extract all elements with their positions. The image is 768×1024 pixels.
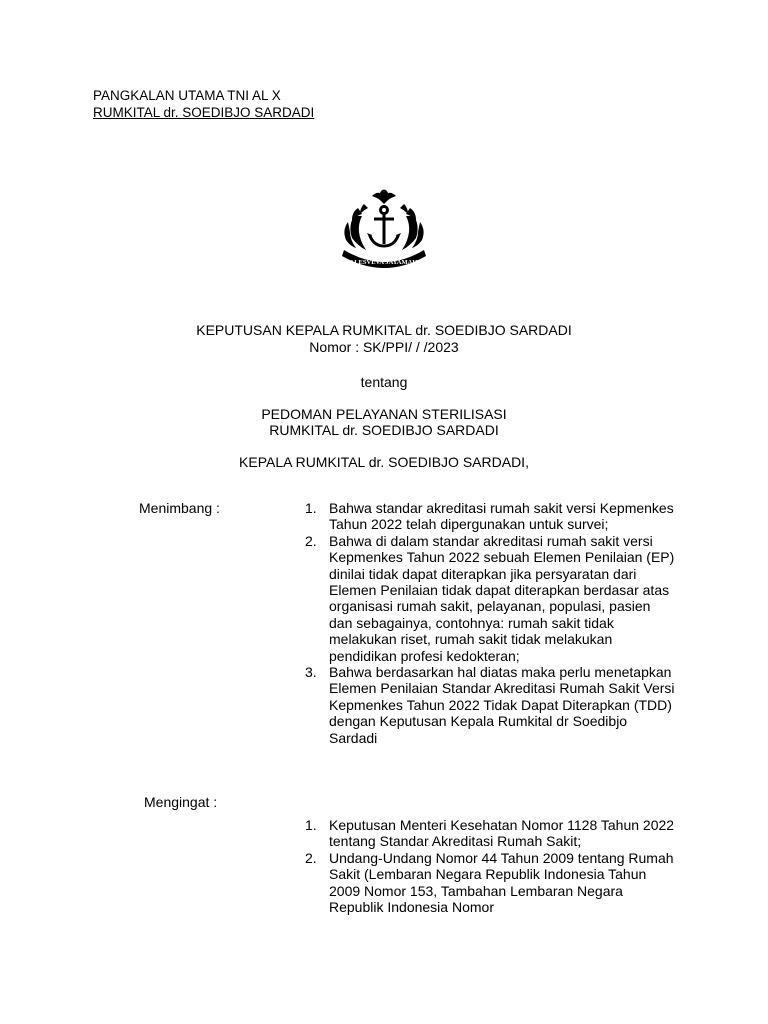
list-number: 2. (305, 849, 317, 866)
list-text: Undang-Undang Nomor 44 Tahun 2009 tentang Rumah Sakit (Lembaran Negara Republik Indonesia Tahun 2009 Nomor 153, Tambahan Lembaran Negara Republik Indonesia Nomor (329, 849, 674, 916)
list-number: 3. (305, 664, 317, 681)
list-text: Bahwa berdasarkan hal diatas maka perlu menetapkan Elemen Penilaian Standar Akreditasi Rumah Sakit Versi Kepmenkes Tahun 2022 Tidak Dapat Diterapkan (TDD) dengan Keputusan Kepala Rumkital dr Soedibjo Sardadi (329, 664, 675, 746)
decree-number: Nomor : SK/PPI/ / /2023 (309, 339, 459, 355)
mengingat-list (305, 817, 675, 915)
list-number: 2. (305, 532, 317, 549)
hospital-line: RUMKITAL dr. SOEDIBJO SARDADI (93, 105, 315, 120)
list-number: 1. (305, 500, 317, 516)
list-item (305, 817, 675, 850)
list-number: 1. (305, 817, 317, 833)
menimbang-label: Menimbang : (139, 500, 220, 516)
subject-line-1: PEDOMAN PELAYANAN STERILISASI (261, 406, 507, 422)
list-text: Bahwa standar akreditasi rumah sakit versi Kepmenkes Tahun 2022 telah dipergunakan untuk survei; (329, 500, 674, 533)
decree-title: KEPUTUSAN KEPALA RUMKITAL dr. SOEDIBJO SARDADI (196, 322, 572, 338)
emblem-motto: JALESVEVA JAYAMAHE (346, 259, 422, 266)
institution-line: PANGKALAN UTAMA TNI AL X (93, 88, 281, 103)
letterhead (93, 87, 314, 121)
mengingat-label: Mengingat : (144, 794, 218, 810)
issuer-line: KEPALA RUMKITAL dr. SOEDIBJO SARDADI, (239, 454, 529, 470)
subject-line-2: RUMKITAL dr. SOEDIBJO SARDADI (269, 422, 499, 438)
menimbang-list (305, 500, 675, 746)
list-item (305, 664, 675, 746)
list-item (305, 533, 675, 664)
list-item (305, 850, 675, 916)
list-text: Keputusan Menteri Kesehatan Nomor 1128 Tahun 2022 tentang Standar Akreditasi Rumah Sakit; (329, 817, 675, 850)
navy-anchor-emblem-icon (334, 186, 434, 272)
tentang-label: tentang (360, 374, 408, 390)
list-item (305, 500, 675, 533)
list-text: Bahwa di dalam standar akreditasi rumah sakit versi Kepmenkes Tahun 2022 sebuah Elemen Penilaian (EP) dinilai tidak dapat diterapkan jika persyaratan dari Elemen Penilaian tidak dapat diterapkan berdasar atas organisasi rumah sakit, pelayanan, populasi, pasien dan sebagainya, contohnya: rumah sakit tidak melakukan riset, rumah sakit tidak melakukan pendidikan profesi kedokteran; (329, 532, 675, 664)
